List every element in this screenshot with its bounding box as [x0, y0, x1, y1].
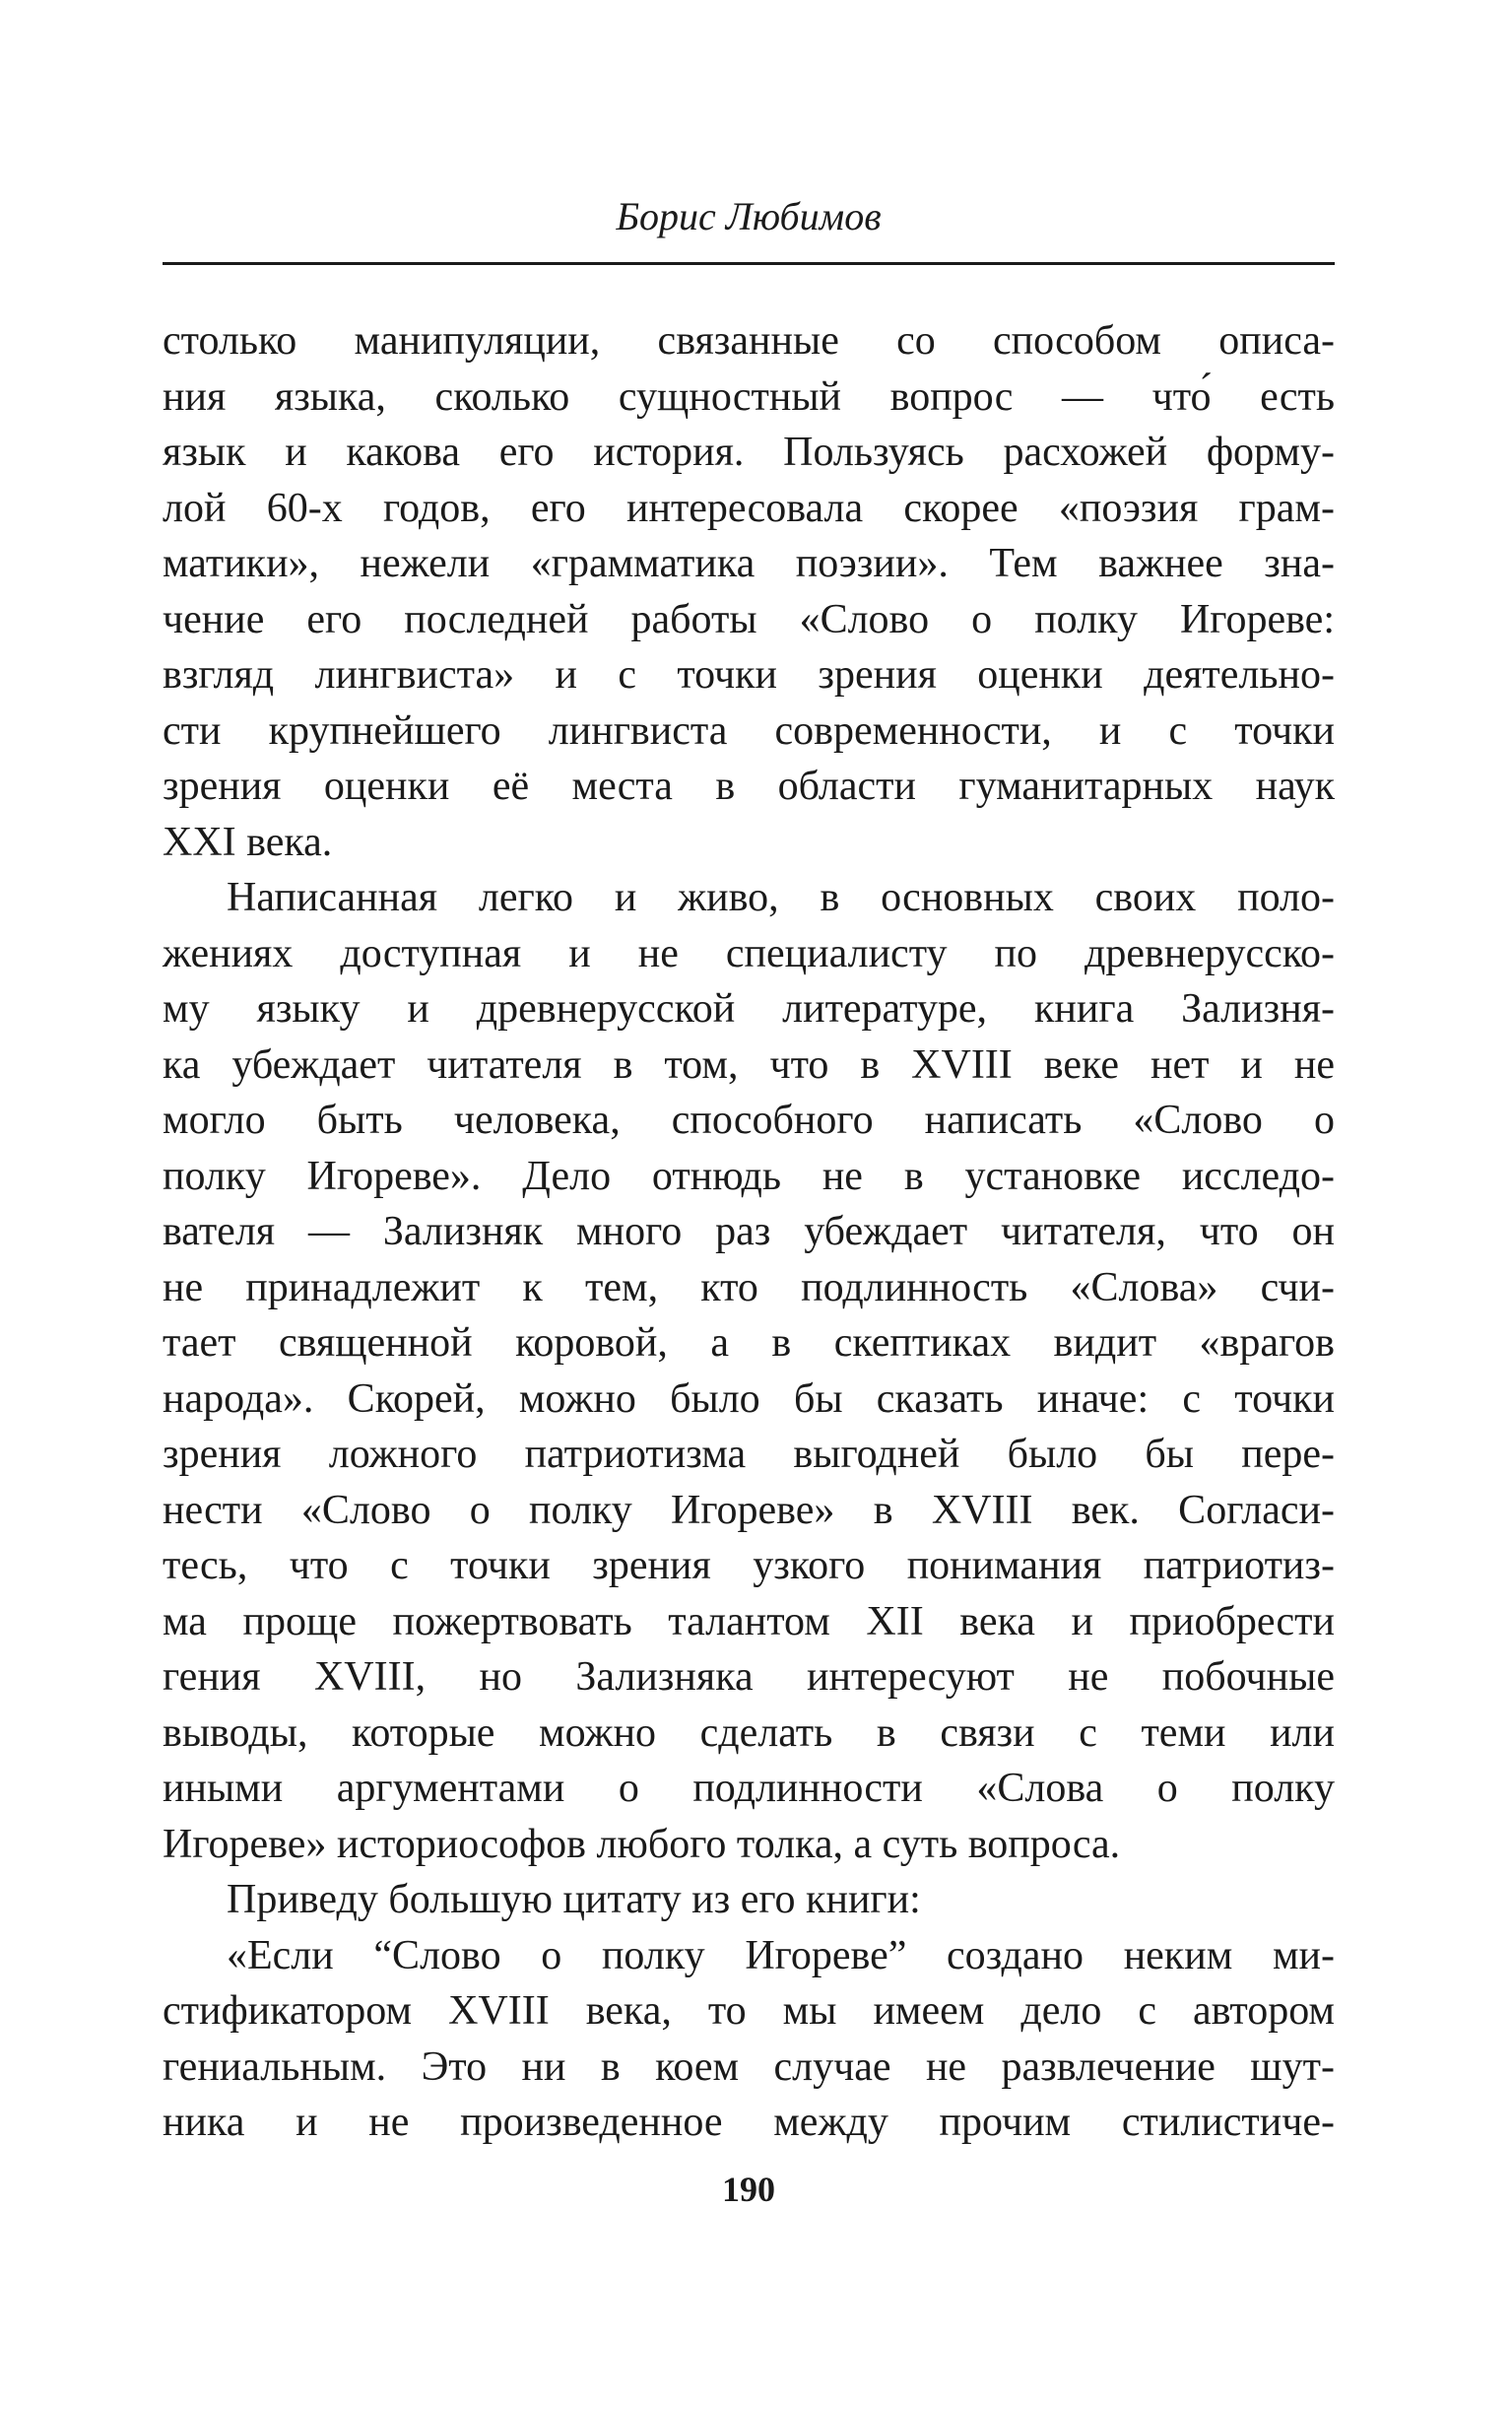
text-line: чение его последней работы «Слово о полку Игореве: — [163, 596, 1335, 642]
text-line: выводы, которые можно сделать в связи с теми или — [163, 1709, 1335, 1756]
text-line: сти крупнейшего лингвиста современности, и с точки — [163, 707, 1335, 754]
text-line: лой 60-х годов, его интересовала скорее «поэзия грам- — [163, 485, 1335, 531]
text-line: тесь, что с точки зрения узкого понимания патриотиз- — [163, 1543, 1335, 1588]
text-line: ка убеждает читателя в том, что в XVIII веке нет и не — [163, 1041, 1335, 1088]
text-line: му языку и древнерусской литературе, книга Зализня- — [163, 986, 1335, 1032]
text-line: вателя — Зализняк много раз убеждает читателя, что он — [163, 1209, 1335, 1254]
paragraph — [163, 313, 1335, 870]
text-line: Написанная легко и живо, в основных своих поло- — [227, 875, 1335, 920]
text-line: Игореве» историософов любого толка, а суть вопроса. — [163, 1821, 1121, 1867]
text-line: матики», нежели «грамматика поэзии». Тем важнее зна- — [163, 541, 1335, 586]
text-line: зрения оценки её места в области гуманитарных наук — [163, 764, 1335, 809]
text-line: язык и какова его история. Пользуясь расхожей форму- — [163, 430, 1335, 475]
text-line: столько манипуляции, связанные со способом описа- — [163, 318, 1335, 364]
text-line: «Если “Слово о полку Игореве” создано неким ми- — [227, 1932, 1335, 1978]
text-line: народа». Скорей, можно было бы сказать иначе: с точки — [163, 1375, 1335, 1422]
text-line: гениальным. Это ни в коем случае не развлечение шут- — [163, 2043, 1335, 2090]
body-text — [163, 313, 1335, 2151]
text-line: могло быть человека, способного написать «Слово о — [163, 1098, 1335, 1143]
text-line: гения XVIII, но Зализняка интересуют не побочные — [163, 1654, 1335, 1700]
paragraph — [163, 870, 1335, 1872]
text-line: жениях доступная и не специалисту по древнерусско- — [163, 930, 1335, 976]
paragraph — [163, 1928, 1335, 2151]
text-line: ма проще пожертвовать талантом XII века и приобрести — [163, 1598, 1335, 1644]
paragraph — [163, 1872, 1335, 1928]
text-line: XXI века. — [163, 819, 333, 865]
text-line: Приведу большую цитату из его книги: — [227, 1877, 921, 1922]
text-line: зрения ложного патриотизма выгодней было бы пере- — [163, 1432, 1335, 1477]
running-head-author: Борис Любимов — [616, 194, 882, 238]
text-line: полку Игореве». Дело отнюдь не в установке исследо- — [163, 1153, 1335, 1199]
text-line: нести «Слово о полку Игореве» в XVIII век. Согласи- — [163, 1487, 1335, 1533]
text-line: не принадлежит к тем, кто подлинность «Слова» счи- — [163, 1264, 1335, 1310]
text-line: ния языка, сколько сущностный вопрос — что́ есть — [163, 373, 1335, 420]
page-number: 190 — [722, 2170, 775, 2209]
text-line: стификатором XVIII века, то мы имеем дело с автором — [163, 1988, 1335, 2034]
text-line: взгляд лингвиста» и с точки зрения оценки деятельно- — [163, 652, 1335, 698]
text-line: ника и не произведенное между прочим стилистиче- — [163, 2100, 1335, 2145]
header-divider — [163, 262, 1335, 265]
text-line: иными аргументами о подлинности «Слова о полку — [163, 1766, 1335, 1811]
text-line: тает священной коровой, а в скептиках видит «врагов — [163, 1320, 1335, 1366]
